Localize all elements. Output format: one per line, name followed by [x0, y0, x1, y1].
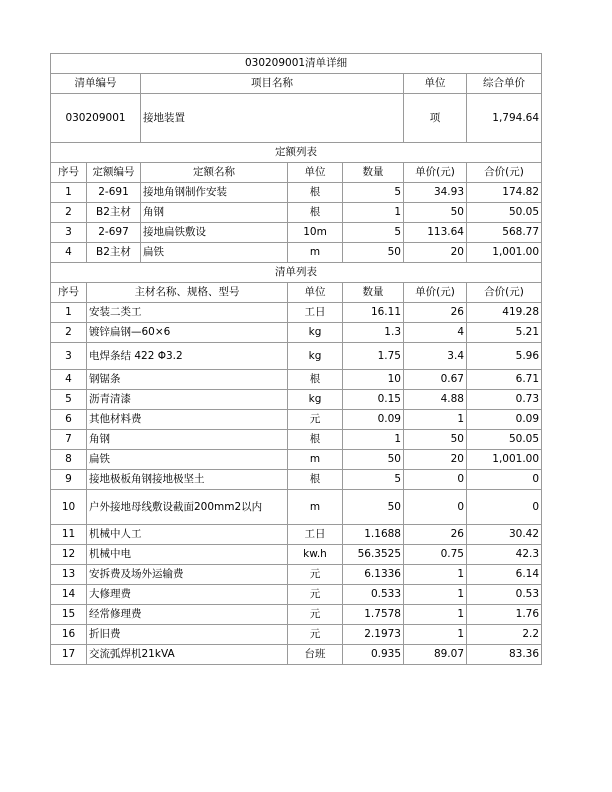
bill-unit: 工日	[288, 525, 343, 545]
bill-seq: 7	[51, 430, 87, 450]
bill-qty: 1	[343, 430, 404, 450]
bill-total: 5.21	[467, 323, 542, 343]
header-name: 项目名称	[141, 74, 404, 94]
bill-row	[51, 625, 542, 645]
quota-row	[51, 203, 542, 223]
bill-header-name: 主材名称、规格、型号	[87, 283, 288, 303]
bill-unit: 台班	[288, 645, 343, 665]
bill-name: 交流弧焊机21kVA	[87, 645, 288, 665]
bill-row	[51, 430, 542, 450]
bill-name: 扁铁	[87, 450, 288, 470]
bill-seq: 16	[51, 625, 87, 645]
bill-header-row	[51, 283, 542, 303]
bill-name: 沥青清漆	[87, 390, 288, 410]
quota-name: 接地角钢制作安装	[141, 183, 288, 203]
bill-qty: 0.15	[343, 390, 404, 410]
bill-row	[51, 470, 542, 490]
bill-seq: 10	[51, 490, 87, 525]
bill-seq: 17	[51, 645, 87, 665]
bill-price: 1	[404, 565, 467, 585]
bill-unit: 元	[288, 565, 343, 585]
bill-price: 0	[404, 470, 467, 490]
bill-qty: 6.1336	[343, 565, 404, 585]
bill-row	[51, 323, 542, 343]
bill-unit: kw.h	[288, 545, 343, 565]
bill-unit: 元	[288, 605, 343, 625]
bill-row	[51, 303, 542, 323]
bill-name: 机械中电	[87, 545, 288, 565]
bill-name: 角钢	[87, 430, 288, 450]
bill-total: 6.71	[467, 370, 542, 390]
bill-price: 89.07	[404, 645, 467, 665]
bill-header-unit: 单位	[288, 283, 343, 303]
bill-qty: 2.1973	[343, 625, 404, 645]
bill-row	[51, 585, 542, 605]
quota-unit: 根	[288, 183, 343, 203]
bill-name: 折旧费	[87, 625, 288, 645]
quota-total: 568.77	[467, 223, 542, 243]
quota-header-row	[51, 163, 542, 183]
bill-seq: 3	[51, 343, 87, 370]
bill-section-title: 清单列表	[51, 263, 542, 283]
bill-seq: 2	[51, 323, 87, 343]
bill-price: 0	[404, 490, 467, 525]
quota-header-code: 定额编号	[87, 163, 141, 183]
bill-row	[51, 370, 542, 390]
bill-qty: 0.533	[343, 585, 404, 605]
quota-name: 角钢	[141, 203, 288, 223]
bill-row	[51, 450, 542, 470]
bill-total: 1.76	[467, 605, 542, 625]
bill-unit: kg	[288, 323, 343, 343]
bill-header-qty: 数量	[343, 283, 404, 303]
quota-qty: 50	[343, 243, 404, 263]
item-price: 1,794.64	[467, 94, 542, 143]
bill-name: 安装二类工	[87, 303, 288, 323]
bill-unit: m	[288, 490, 343, 525]
bill-unit: 元	[288, 625, 343, 645]
bill-qty: 0.09	[343, 410, 404, 430]
bill-price: 26	[404, 525, 467, 545]
bill-unit: kg	[288, 390, 343, 410]
bill-qty: 1.3	[343, 323, 404, 343]
bill-price: 1	[404, 625, 467, 645]
bill-qty: 10	[343, 370, 404, 390]
bill-seq: 6	[51, 410, 87, 430]
bill-row	[51, 490, 542, 525]
quota-header-price: 单价(元)	[404, 163, 467, 183]
quota-total: 1,001.00	[467, 243, 542, 263]
bill-unit: 根	[288, 430, 343, 450]
bill-unit: kg	[288, 343, 343, 370]
bill-total: 6.14	[467, 565, 542, 585]
bill-total: 0	[467, 490, 542, 525]
quota-seq: 1	[51, 183, 87, 203]
bill-name: 户外接地母线敷设截面200mm2以内	[87, 490, 288, 525]
header-unit: 单位	[404, 74, 467, 94]
bill-seq: 15	[51, 605, 87, 625]
item-header-row	[51, 74, 542, 94]
quota-header-seq: 序号	[51, 163, 87, 183]
bill-price: 50	[404, 430, 467, 450]
quota-unit: 10m	[288, 223, 343, 243]
bill-total: 0.73	[467, 390, 542, 410]
quota-price: 113.64	[404, 223, 467, 243]
bill-qty: 0.935	[343, 645, 404, 665]
bill-total: 0.09	[467, 410, 542, 430]
quota-row	[51, 243, 542, 263]
header-code: 清单编号	[51, 74, 141, 94]
quota-code: 2-691	[87, 183, 141, 203]
quota-name: 接地扁铁敷设	[141, 223, 288, 243]
bill-name: 接地极板角钢接地极坚土	[87, 470, 288, 490]
bill-unit: 元	[288, 410, 343, 430]
bill-total: 30.42	[467, 525, 542, 545]
bill-name: 机械中人工	[87, 525, 288, 545]
quota-row	[51, 223, 542, 243]
quota-seq: 2	[51, 203, 87, 223]
quota-code: 2-697	[87, 223, 141, 243]
bill-qty: 5	[343, 470, 404, 490]
bill-unit: 工日	[288, 303, 343, 323]
bill-total: 419.28	[467, 303, 542, 323]
bill-seq: 13	[51, 565, 87, 585]
bill-qty: 56.3525	[343, 545, 404, 565]
bill-row	[51, 605, 542, 625]
bill-seq: 4	[51, 370, 87, 390]
bill-row	[51, 545, 542, 565]
bill-qty: 50	[343, 490, 404, 525]
bill-name: 大修理费	[87, 585, 288, 605]
quota-code: B2主材	[87, 203, 141, 223]
quota-header-name: 定额名称	[141, 163, 288, 183]
bill-price: 4.88	[404, 390, 467, 410]
bill-row	[51, 525, 542, 545]
bill-price: 20	[404, 450, 467, 470]
bill-seq: 8	[51, 450, 87, 470]
table-body	[51, 54, 542, 665]
bill-total: 50.05	[467, 430, 542, 450]
quota-total: 50.05	[467, 203, 542, 223]
bill-header-price: 单价(元)	[404, 283, 467, 303]
bill-total: 1,001.00	[467, 450, 542, 470]
bill-row	[51, 343, 542, 370]
bill-name: 安拆费及场外运输费	[87, 565, 288, 585]
bill-name: 电焊条结 422 Φ3.2	[87, 343, 288, 370]
bill-price: 1	[404, 585, 467, 605]
bill-row	[51, 410, 542, 430]
bill-unit: 根	[288, 370, 343, 390]
bill-price: 0.67	[404, 370, 467, 390]
bill-name: 钢锯条	[87, 370, 288, 390]
quota-price: 20	[404, 243, 467, 263]
bill-total: 42.3	[467, 545, 542, 565]
bill-total: 0	[467, 470, 542, 490]
quota-unit: 根	[288, 203, 343, 223]
bill-unit: m	[288, 450, 343, 470]
bill-price: 4	[404, 323, 467, 343]
bill-seq: 11	[51, 525, 87, 545]
item-unit: 项	[404, 94, 467, 143]
quota-seq: 3	[51, 223, 87, 243]
quota-header-unit: 单位	[288, 163, 343, 183]
bill-seq: 1	[51, 303, 87, 323]
quota-section-row	[51, 143, 542, 163]
quota-price: 34.93	[404, 183, 467, 203]
bill-price: 1	[404, 605, 467, 625]
bill-section-row	[51, 263, 542, 283]
bill-price: 26	[404, 303, 467, 323]
bill-qty: 1.75	[343, 343, 404, 370]
header-price: 综合单价	[467, 74, 542, 94]
bill-qty: 16.11	[343, 303, 404, 323]
bill-total: 5.96	[467, 343, 542, 370]
bill-qty: 1.1688	[343, 525, 404, 545]
bill-total: 2.2	[467, 625, 542, 645]
bill-unit: 元	[288, 585, 343, 605]
quota-row	[51, 183, 542, 203]
bill-price: 3.4	[404, 343, 467, 370]
quota-qty: 5	[343, 223, 404, 243]
quota-header-qty: 数量	[343, 163, 404, 183]
bill-price: 1	[404, 410, 467, 430]
quota-name: 扁铁	[141, 243, 288, 263]
bill-seq: 12	[51, 545, 87, 565]
bill-qty: 50	[343, 450, 404, 470]
item-code: 030209001	[51, 94, 141, 143]
bill-row	[51, 390, 542, 410]
bill-name: 镀锌扁钢—60×6	[87, 323, 288, 343]
quota-unit: m	[288, 243, 343, 263]
item-row	[51, 94, 542, 143]
bill-name: 经常修理费	[87, 605, 288, 625]
quota-qty: 5	[343, 183, 404, 203]
item-name: 接地装置	[141, 94, 404, 143]
bill-detail-table	[50, 53, 542, 665]
bill-header-seq: 序号	[51, 283, 87, 303]
title-row	[51, 54, 542, 74]
bill-total: 0.53	[467, 585, 542, 605]
bill-unit: 根	[288, 470, 343, 490]
quota-total: 174.82	[467, 183, 542, 203]
table-title: 030209001清单详细	[51, 54, 542, 74]
bill-qty: 1.7578	[343, 605, 404, 625]
quota-price: 50	[404, 203, 467, 223]
bill-seq: 14	[51, 585, 87, 605]
quota-header-total: 合价(元)	[467, 163, 542, 183]
quota-code: B2主材	[87, 243, 141, 263]
quota-section-title: 定额列表	[51, 143, 542, 163]
bill-header-total: 合价(元)	[467, 283, 542, 303]
bill-seq: 5	[51, 390, 87, 410]
bill-row	[51, 565, 542, 585]
bill-total: 83.36	[467, 645, 542, 665]
bill-name: 其他材料费	[87, 410, 288, 430]
quota-qty: 1	[343, 203, 404, 223]
bill-row	[51, 645, 542, 665]
bill-price: 0.75	[404, 545, 467, 565]
quota-seq: 4	[51, 243, 87, 263]
bill-seq: 9	[51, 470, 87, 490]
